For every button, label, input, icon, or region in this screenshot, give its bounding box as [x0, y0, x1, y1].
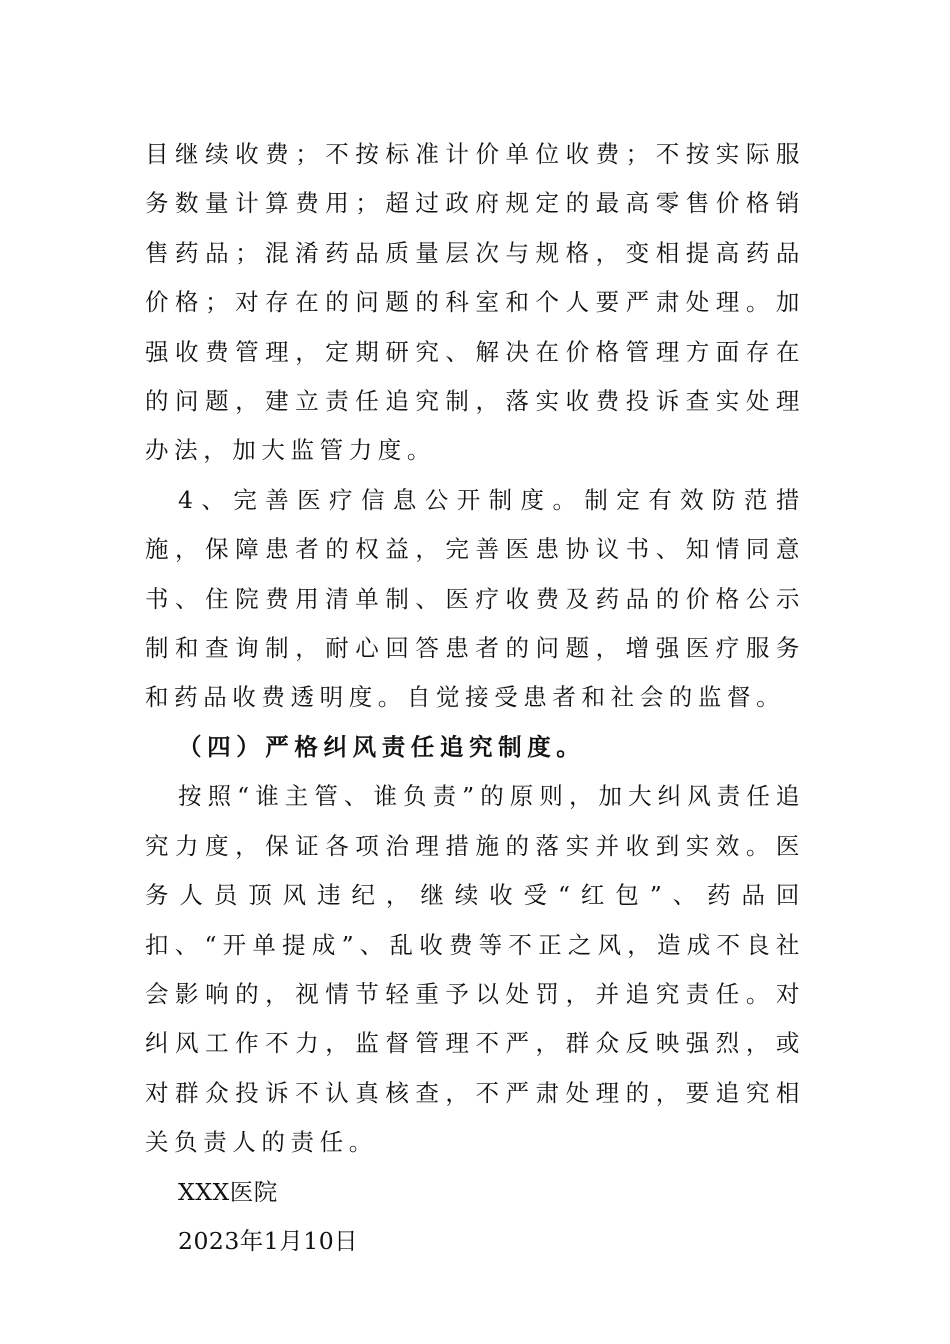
section-heading: （四）严格纠风责任追究制度。 — [178, 732, 586, 761]
paragraph-accountability: 按照“谁主管、谁负责”的原则，加大纠风责任追究力度，保证各项治理措施的落实并收到实效。医务人员顶风违纪，继续收受“红包”、药品回扣、“开单提成”、乱收费等不正之风，造成不良社会影响的，视情节轻重予以处罚，并追究责任。对纠风工作不力，监督管理不严，群众反映强烈，或对群众投诉不认真核查，不严肃处理的，要追究相关负责人的责任。 — [145, 782, 805, 1157]
signature-date: 2023年1月10日 — [178, 1226, 359, 1255]
document-page — [145, 130, 805, 1266]
signature-organization: XXX医院 — [178, 1177, 278, 1206]
paragraph-continued-pricing: 目继续收费；不按标准计价单位收费；不按实际服务数量计算费用；超过政府规定的最高零售价格销售药品；混淆药品质量层次与规格，变相提高药品价格；对存在的问题的科室和个人要严肃处理。加强收费管理，定期研究、解决在价格管理方面存在的问题，建立责任追究制，落实收费投诉查实处理办法，加大监管力度。 — [145, 140, 805, 465]
paragraph-info-disclosure: 4、完善医疗信息公开制度。制定有效防范措施，保障患者的权益，完善医患协议书、知情同意书、住院费用清单制、医疗收费及药品的价格公示制和查询制，耐心回答患者的问题，增强医疗服务和药品收费透明度。自觉接受患者和社会的监督。 — [145, 485, 805, 712]
